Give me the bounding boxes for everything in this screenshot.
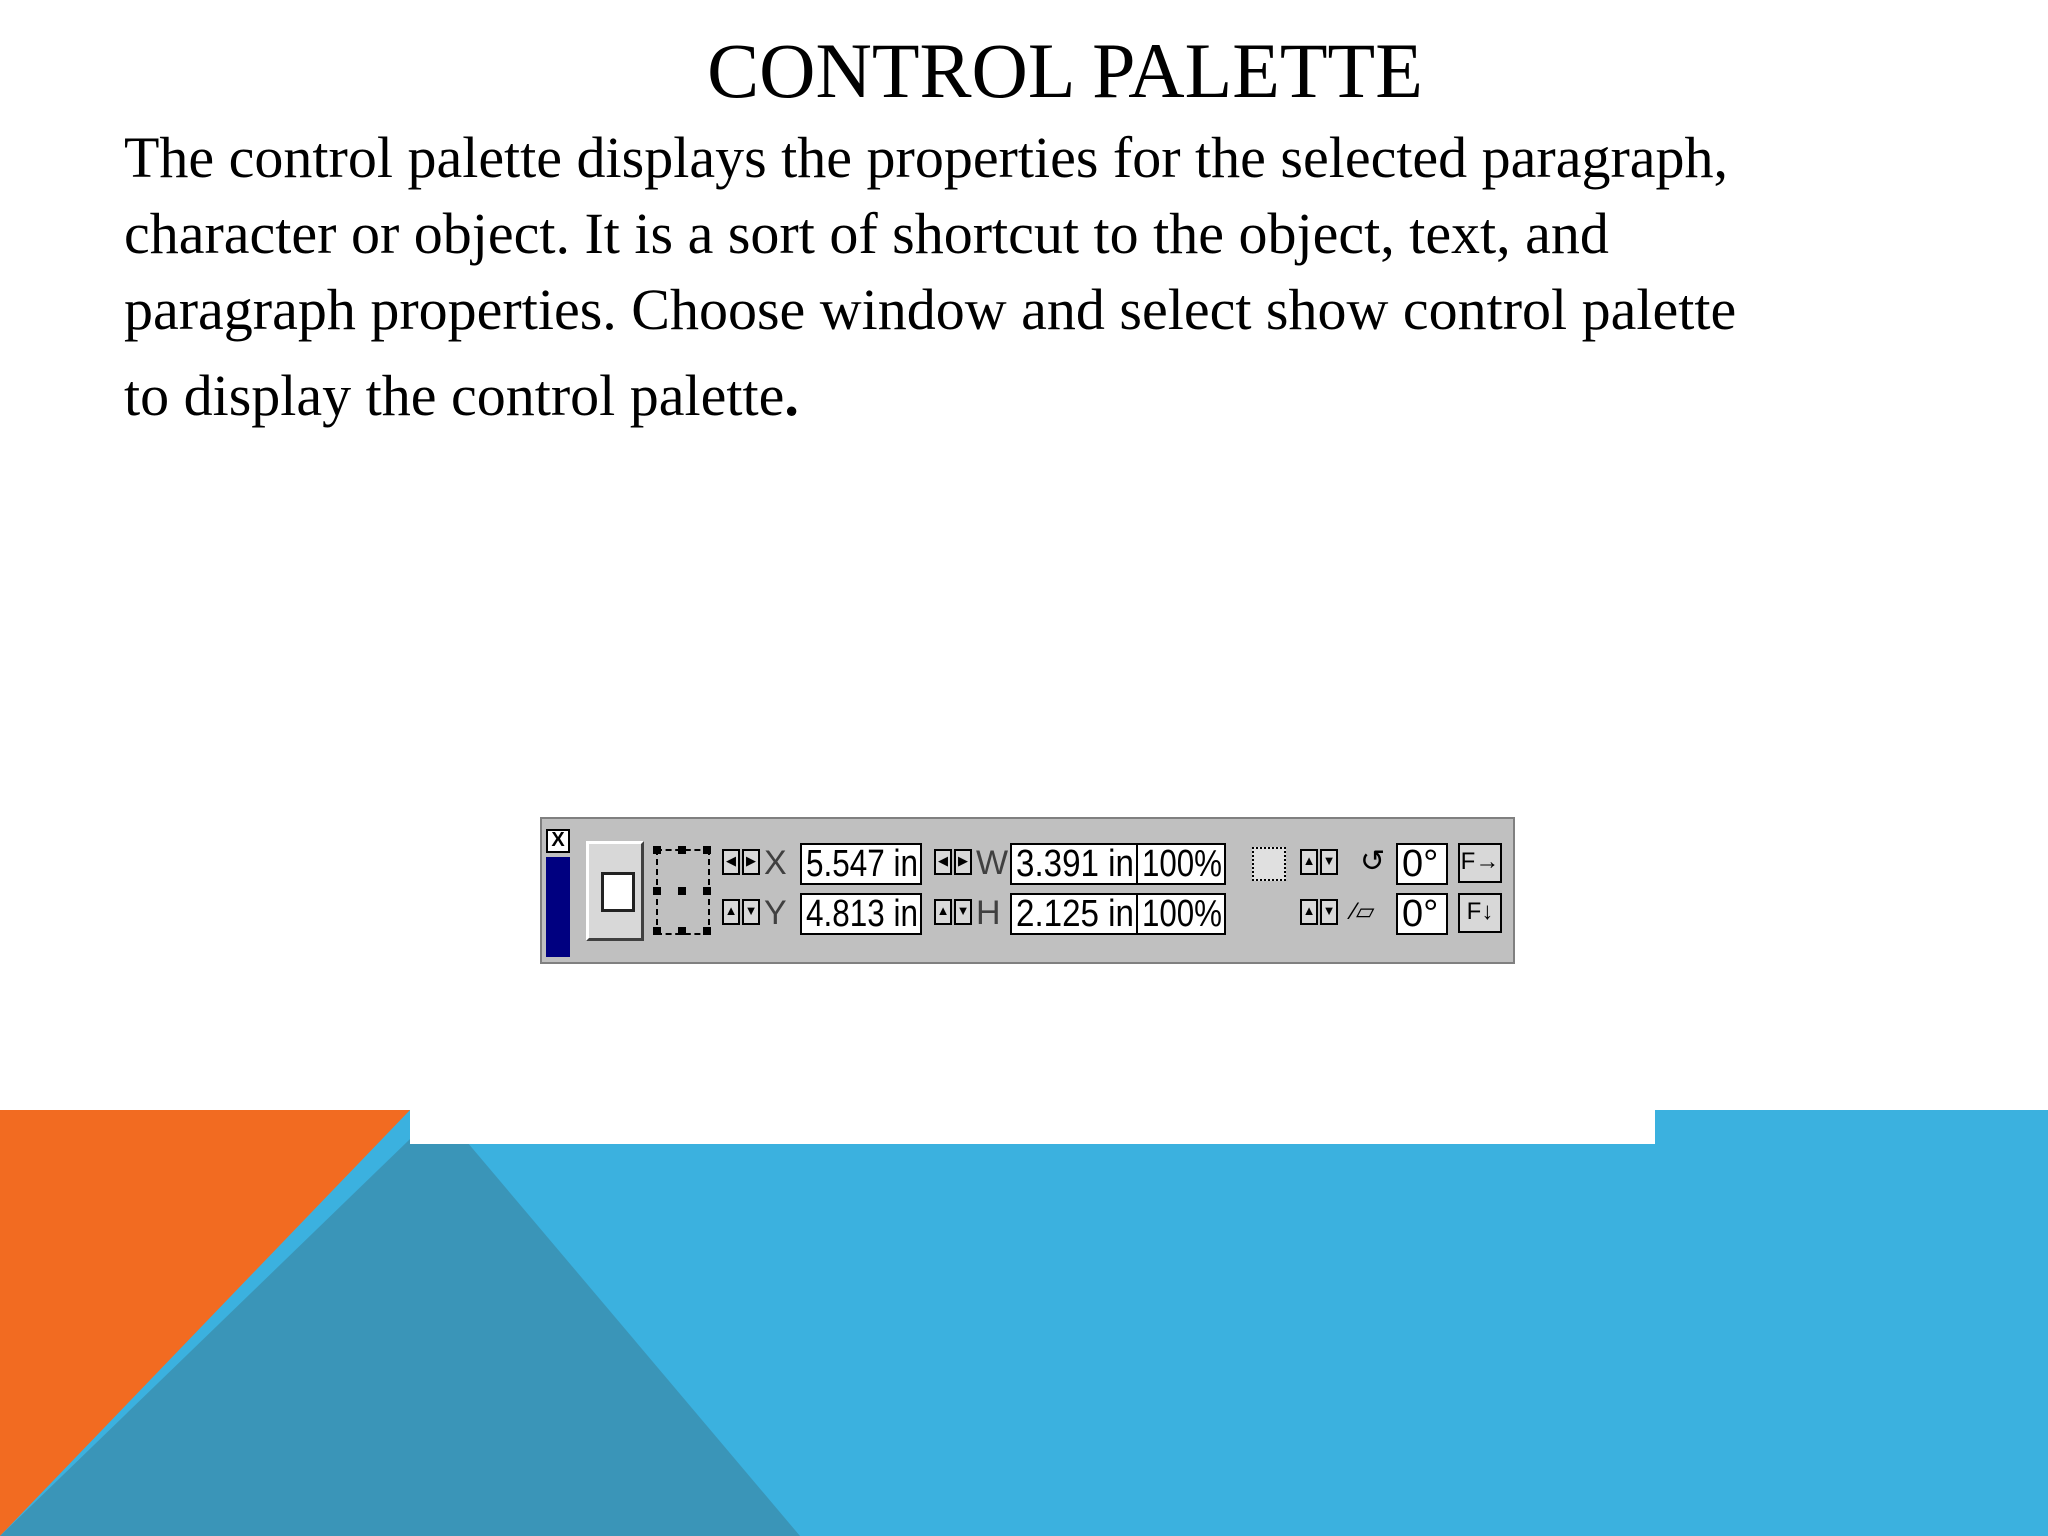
decor-white-strip — [410, 1110, 1655, 1144]
y-nudge-buttons[interactable] — [722, 899, 760, 925]
h-nudge-buttons[interactable] — [934, 899, 972, 925]
nudge-left-icon: ◀ — [934, 849, 952, 875]
w-nudge-buttons[interactable] — [934, 849, 972, 875]
skew-field[interactable]: 0° — [1396, 893, 1448, 935]
body-line-1: The control palette displays the properties for the selected paragraph, — [124, 125, 1729, 190]
nudge-up-icon: ▲ — [722, 899, 740, 925]
slide-body — [124, 120, 1944, 434]
rotation-nudge-buttons[interactable] — [1300, 849, 1338, 875]
y-position-field[interactable]: 4.813 in — [800, 893, 922, 935]
body-line-4: to display the control palette. — [124, 363, 799, 428]
rotation-icon: ↺ — [1360, 845, 1386, 878]
x-label: X — [764, 844, 787, 882]
close-button[interactable]: X — [546, 829, 570, 853]
height-field[interactable]: 2.125 in — [1010, 893, 1138, 935]
y-label: Y — [764, 894, 787, 932]
skew-icon: ⁄▱ — [1352, 898, 1375, 925]
x-position-field[interactable]: 5.547 in — [800, 843, 922, 885]
w-label: W — [976, 844, 1009, 882]
h-label: H — [976, 894, 1001, 932]
nudge-right-icon: ▶ — [742, 849, 760, 875]
nudge-up-icon: ▲ — [934, 899, 952, 925]
reference-point-proxy[interactable] — [656, 849, 710, 935]
nudge-down-icon: ▼ — [1320, 849, 1338, 875]
palette-title-bar[interactable] — [546, 857, 570, 957]
nudge-down-icon: ▼ — [1320, 899, 1338, 925]
width-scale-field[interactable]: 100% — [1136, 843, 1226, 885]
height-scale-field[interactable]: 100% — [1136, 893, 1226, 935]
flip-horizontal-button[interactable]: F→ — [1458, 843, 1502, 883]
control-palette — [540, 817, 1515, 964]
decorative-background — [0, 1110, 2048, 1536]
pointer-tool-button[interactable] — [586, 841, 644, 941]
nudge-up-icon: ▲ — [1300, 849, 1318, 875]
nudge-down-icon: ▼ — [742, 899, 760, 925]
proportional-scaling-icon[interactable] — [1252, 847, 1286, 881]
body-line-3: paragraph properties. Choose window and select show control palette — [124, 277, 1737, 342]
nudge-left-icon: ◀ — [722, 849, 740, 875]
width-field[interactable]: 3.391 in — [1010, 843, 1138, 885]
nudge-down-icon: ▼ — [954, 899, 972, 925]
rotation-field[interactable]: 0° — [1396, 843, 1448, 885]
slide-title: CONTROL PALETTE — [707, 27, 1423, 114]
skew-nudge-buttons[interactable] — [1300, 899, 1338, 925]
x-nudge-buttons[interactable] — [722, 849, 760, 875]
frame-icon — [601, 872, 635, 912]
body-line-2: character or object. It is a sort of shortcut to the object, text, and — [124, 201, 1609, 266]
nudge-up-icon: ▲ — [1300, 899, 1318, 925]
nudge-right-icon: ▶ — [954, 849, 972, 875]
flip-vertical-button[interactable]: F↓ — [1458, 893, 1502, 933]
